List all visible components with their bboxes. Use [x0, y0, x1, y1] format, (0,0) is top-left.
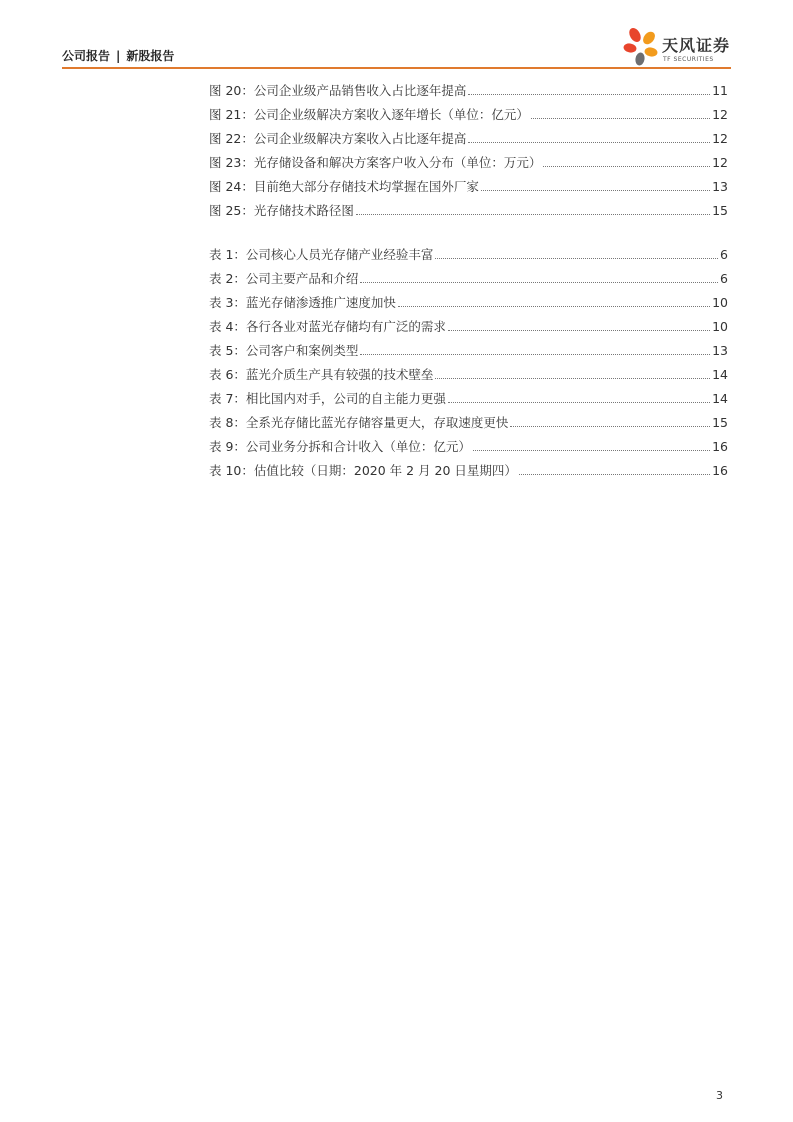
toc-entry-label: 表 7：相比国内对手，公司的自主能力更强: [209, 391, 446, 406]
toc-entry[interactable]: [209, 335, 728, 359]
toc-entry[interactable]: [209, 407, 728, 431]
page-number: 3: [716, 1089, 723, 1102]
toc-entry-page: 10: [712, 295, 728, 310]
toc-entry-label: 图 24：目前绝大部分存储技术均掌握在国外厂家: [209, 179, 479, 194]
toc-entry[interactable]: [209, 431, 728, 455]
toc-entry[interactable]: [209, 383, 728, 407]
toc-entry[interactable]: [209, 75, 728, 99]
toc-entry[interactable]: [209, 455, 728, 479]
toc-entry[interactable]: [209, 147, 728, 171]
toc-entry-page: 15: [712, 203, 728, 218]
dot-leader: [435, 258, 718, 259]
dot-leader: [543, 166, 710, 167]
toc-entry-page: 14: [712, 367, 728, 382]
toc-entry-page: 6: [720, 247, 728, 262]
toc-entry[interactable]: [209, 239, 728, 263]
report-type: 公司报告: [62, 49, 111, 63]
logo-name-cn: 天风证券: [662, 36, 731, 55]
toc-entry[interactable]: [209, 359, 728, 383]
toc-entry-label: 表 9：公司业务分拆和合计收入（单位：亿元）: [209, 439, 471, 454]
toc-entry[interactable]: [209, 263, 728, 287]
toc-entry-label: 图 22：公司企业级解决方案收入占比逐年提高: [209, 131, 467, 146]
toc-entry-page: 12: [712, 131, 728, 146]
dot-leader: [398, 306, 710, 307]
logo-name-en: TF SECURITIES: [663, 56, 714, 63]
toc-entry-page: 6: [720, 271, 728, 286]
dot-leader: [468, 94, 710, 95]
dot-leader: [360, 282, 718, 283]
header-divider: [62, 67, 731, 69]
toc-entry[interactable]: [209, 311, 728, 335]
toc-entry-label: 表 4：各行各业对蓝光存储均有广泛的需求: [209, 319, 446, 334]
toc-entry-label: 表 6：蓝光介质生产具有较强的技术壁垒: [209, 367, 434, 382]
toc-entry-label: 表 3：蓝光存储渗透推广速度加快: [209, 295, 396, 310]
toc-entry-label: 表 5：公司客户和案例类型: [209, 343, 359, 358]
toc-entry-page: 13: [712, 343, 728, 358]
dot-leader: [356, 214, 710, 215]
dot-leader: [519, 474, 710, 475]
toc-entry-page: 15: [712, 415, 728, 430]
table-index-list: [209, 239, 728, 479]
flower-logo-icon: [622, 26, 660, 66]
toc-entry-label: 表 10：估值比较（日期：2020 年 2 月 20 日星期四）: [209, 463, 517, 478]
figure-index-list: [209, 75, 728, 219]
toc-entry[interactable]: [209, 99, 728, 123]
toc-entry-page: 10: [712, 319, 728, 334]
dot-leader: [531, 118, 710, 119]
dot-leader: [360, 354, 710, 355]
toc-entry-label: 图 23：光存储设备和解决方案客户收入分布（单位：万元）: [209, 155, 542, 170]
report-header: [62, 47, 174, 64]
report-subtype: 新股报告: [126, 49, 175, 63]
dot-leader: [481, 190, 710, 191]
toc-entry-page: 12: [712, 107, 728, 122]
toc-entry-page: 14: [712, 391, 728, 406]
toc-entry[interactable]: [209, 123, 728, 147]
toc-entry-page: 12: [712, 155, 728, 170]
toc-entry-label: 图 21：公司企业级解决方案收入逐年增长（单位：亿元）: [209, 107, 529, 122]
toc-entry[interactable]: [209, 171, 728, 195]
dot-leader: [468, 142, 710, 143]
dot-leader: [448, 402, 710, 403]
header-separator: |: [116, 49, 121, 63]
company-logo: [622, 24, 734, 68]
dot-leader: [510, 426, 710, 427]
toc-entry-label: 表 2：公司主要产品和介绍: [209, 271, 359, 286]
dot-leader: [473, 450, 710, 451]
toc-entry-label: 图 25：光存储技术路径图: [209, 203, 354, 218]
dot-leader: [435, 378, 710, 379]
toc-entry-page: 16: [712, 439, 728, 454]
toc-entry-label: 图 20：公司企业级产品销售收入占比逐年提高: [209, 83, 467, 98]
toc-entry[interactable]: [209, 287, 728, 311]
toc-entry-page: 16: [712, 463, 728, 478]
toc-entry-label: 表 8：全系光存储比蓝光存储容量更大，存取速度更快: [209, 415, 509, 430]
toc-entry-page: 13: [712, 179, 728, 194]
dot-leader: [448, 330, 710, 331]
toc-entry-page: 11: [712, 83, 728, 98]
toc-entry-label: 表 1：公司核心人员光存储产业经验丰富: [209, 247, 434, 262]
toc-entry[interactable]: [209, 195, 728, 219]
